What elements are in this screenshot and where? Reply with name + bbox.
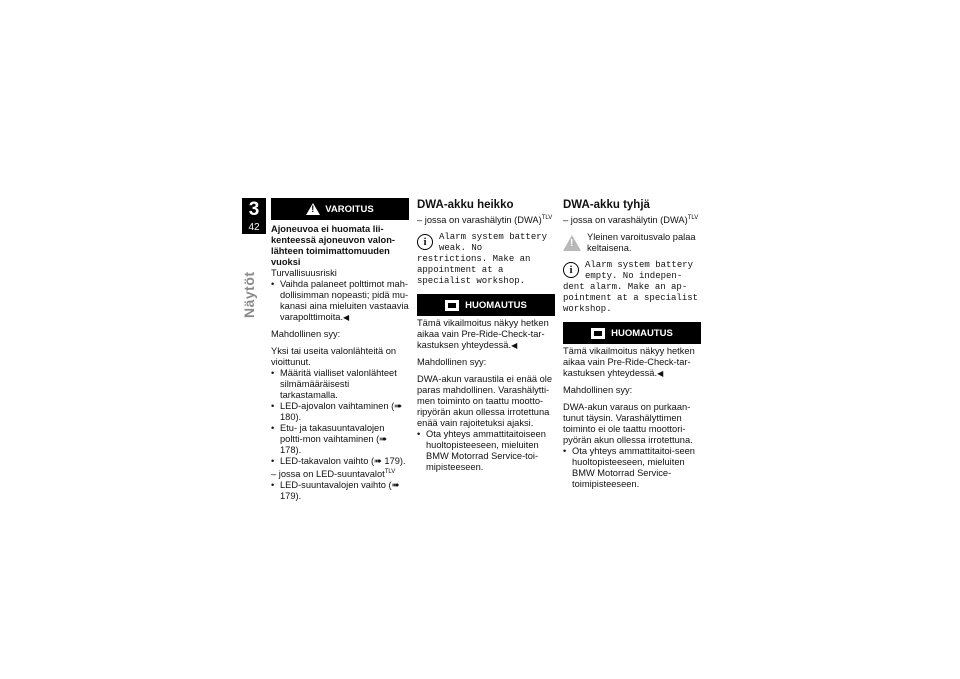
end-marker-icon: ◀	[657, 369, 664, 379]
general-warning-icon	[563, 235, 581, 251]
warning-banner	[271, 198, 409, 220]
column-dwa-battery-weak	[417, 198, 555, 473]
equipment-line	[271, 467, 409, 480]
chapter-number: 3	[242, 198, 266, 222]
list-item: • LED-takavalon vaihto (➠ 179).	[271, 456, 409, 467]
display-message-text: Alarm system battery weak. No restrictions. Make an appointment at a specialist workshop.	[417, 232, 548, 287]
list-item: • Etu- ja takasuuntavalojen poltti-mon vaihtaminen (➠ 178).	[271, 423, 409, 456]
equipment-text: – jossa on varashälytin (DWA)	[563, 215, 688, 226]
equipment-sup: TLV	[687, 215, 699, 221]
list-item: • Ota yhteys ammattitaitoiseen huoltopisteeseen, mieluiten BMW Motorrad Service-toi-mipisteeseen.	[417, 429, 555, 473]
list-item	[271, 279, 409, 323]
equipment-text: – jossa on LED-suuntavalot	[271, 469, 385, 480]
cause-text: Yksi tai useita valonlähteitä on vioittunut.	[271, 346, 397, 367]
note-text: Tämä vikailmoitus näkyy hetken aikaa vain Pre-Ride-Check-tar-kastuksen yhteydessä.	[417, 318, 549, 351]
note-label: HUOMAUTUS	[465, 299, 527, 311]
note-hand-icon	[591, 328, 605, 339]
display-message-text: Alarm system battery empty. No indepen-dent alarm. Make an ap-pointment at a specialist workshop.	[563, 260, 699, 315]
equipment-line	[563, 213, 701, 226]
section-heading: DWA-akku heikko	[417, 199, 514, 211]
section-heading: DWA-akku tyhjä	[563, 199, 650, 211]
equipment-sup: TLV	[384, 469, 396, 475]
chapter-sidebar	[242, 198, 266, 318]
warning-title: Ajoneuvoa ei huomata lii-kenteessä ajoneuvon valon-lähteen toimimattomuuden vuoksi	[271, 224, 396, 267]
list-item: • LED-suuntavalojen vaihto (➠ 179).	[271, 480, 409, 502]
list-item: • LED-ajovalon vaihtaminen (➠ 180).	[271, 401, 409, 423]
note-hand-icon	[445, 300, 459, 311]
info-icon: i	[417, 234, 433, 250]
equipment-sup: TLV	[541, 215, 553, 221]
note-banner	[417, 294, 555, 316]
display-message	[417, 232, 555, 287]
note-label: HUOMAUTUS	[611, 327, 673, 339]
general-warning-text: Yleinen varoitusvalo palaa keltaisena.	[587, 232, 696, 254]
display-message	[563, 260, 701, 315]
equipment-line	[417, 213, 555, 226]
warning-triangle-icon	[306, 203, 320, 215]
column-warning-lights	[271, 198, 409, 502]
column-dwa-battery-empty	[563, 198, 701, 490]
list-item: • Ota yhteys ammattitaitoi-seen huoltopisteeseen, mieluiten BMW Motorrad Service-toimipisteeseen.	[563, 446, 701, 490]
cause-label: Mahdollinen syy:	[563, 385, 633, 396]
end-marker-icon: ◀	[511, 341, 518, 351]
cause-label: Mahdollinen syy:	[271, 329, 341, 339]
warning-bullet-text: Vaihda palaneet polttimot mah-dollisimman nopeasti; pidä mu-kanasi aina mieluiten vastaavia varapolttimoita.	[280, 279, 409, 322]
list-item: • Määritä vialliset valonlähteet silmämääräisesti tarkastamalla.	[271, 368, 409, 401]
warning-label: VAROITUS	[325, 203, 374, 215]
equipment-text: – jossa on varashälytin (DWA)	[417, 215, 542, 226]
cause-text: DWA-akun varaus on purkaan-tunut täysin. Varashälyttimen toiminto ei ole taattu moottori-pyörän akun ollessa irrotettuna.	[563, 402, 693, 446]
cause-label: Mahdollinen syy:	[417, 357, 487, 368]
end-marker-icon: ◀	[343, 313, 350, 322]
info-icon: i	[563, 262, 579, 278]
page-number: 42	[242, 222, 266, 234]
note-text-line	[417, 318, 555, 351]
warning-risk: Turvallisuusriski	[271, 268, 337, 278]
note-text-line	[563, 346, 701, 379]
note-text: Tämä vikailmoitus näkyy hetken aikaa vain Pre-Ride-Check-tar-kastuksen yhteydessä.	[563, 346, 695, 379]
note-banner	[563, 322, 701, 344]
cause-text: DWA-akun varaustila ei enää ole paras mahdollinen. Varashälytti-men toiminto on taattu mootto-ripyörän akun ollessa irrotettuna enää vain rajoitetuksi ajaksi.	[417, 374, 553, 429]
section-label: Näytöt	[241, 271, 257, 318]
general-warning-row	[563, 232, 701, 254]
